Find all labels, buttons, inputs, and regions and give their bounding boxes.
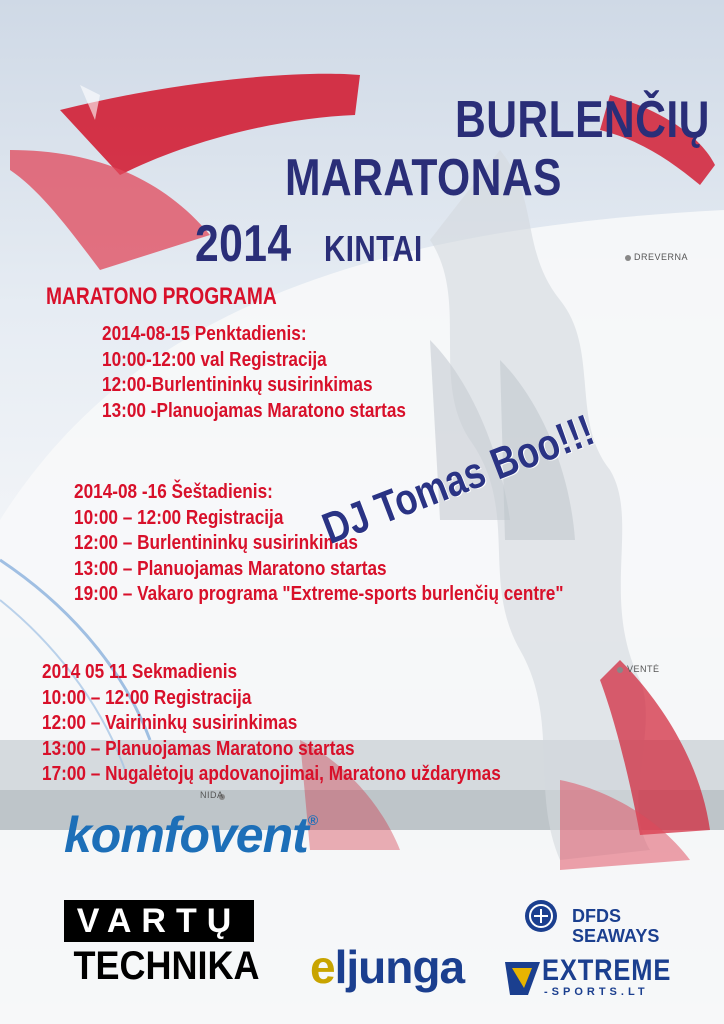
eljunga-logo-e: e [310,941,335,993]
dfds-line-2: SEAWAYS [572,926,660,946]
day-date: 2014-08 -16 Šeštadienis: [74,481,273,503]
event-line: 13:00 – Planuojamas Maratono startas [74,557,387,580]
komfovent-logo [64,806,317,864]
eljunga-logo-rest: ljunga [334,941,465,993]
komfovent-text: komfovent [64,807,308,863]
event-line: 13:00 – Planuojamas Maratono startas [42,737,355,760]
event-line: 10:00 – 12:00 Registracija [42,686,252,709]
event-line: 17:00 – Nugalėtojų apdovanojimai, Maratono uždarymas [42,763,501,785]
extreme-sports-logo [500,952,690,1004]
program-heading: MARATONO PROGRAMA [46,283,277,310]
title-line-2: MARATONAS [285,149,562,207]
event-line: 10:00-12:00 val Registracija [102,348,327,371]
extreme-logo-sub: -SPORTS.LT [544,986,649,998]
day-block-2 [74,480,564,608]
title-year: 2014 [195,215,292,273]
event-line: 12:00 – Vairininkų susirinkimas [42,712,298,734]
event-line: 12:00 – Burlentininkų susirinkimas [74,532,358,554]
event-line: 10:00 – 12:00 Registracija [74,506,284,529]
title-line-1: BURLENČIŲ [455,91,710,149]
day-date: 2014 05 11 Sekmadienis [42,661,238,683]
dfds-line-1: DFDS [572,906,621,926]
title-place: KINTAI [324,228,423,269]
day-date: 2014-08-15 Penktadienis: [102,323,307,345]
dfds-seaways-logo [512,898,692,950]
extreme-logo-word: EXTREME [542,954,672,987]
eljunga-logo [310,940,464,994]
dfds-logo-text [572,906,659,946]
day-block-1 [102,322,406,424]
vartu-technika-logo [64,900,260,988]
registered-mark: ® [307,812,318,828]
map-label-vente: VENTĖ [627,664,660,674]
event-line: 12:00-Burlentininkų susirinkimas [102,374,373,396]
map-label-dreverna: DREVERNA [634,252,689,262]
event-line: 13:00 -Planuojamas Maratono startas [102,399,406,422]
vartu-logo-top: VARTŲ [64,900,254,942]
event-line: 19:00 – Vakaro programa "Extreme-sports burlenčių centre" [74,583,564,605]
day-block-3 [42,660,501,788]
map-label-nida: NIDA [200,790,224,800]
vartu-logo-bottom: TECHNIKA [73,944,260,988]
dj-announcement: DJ Tomas Boo!!! [316,405,601,554]
